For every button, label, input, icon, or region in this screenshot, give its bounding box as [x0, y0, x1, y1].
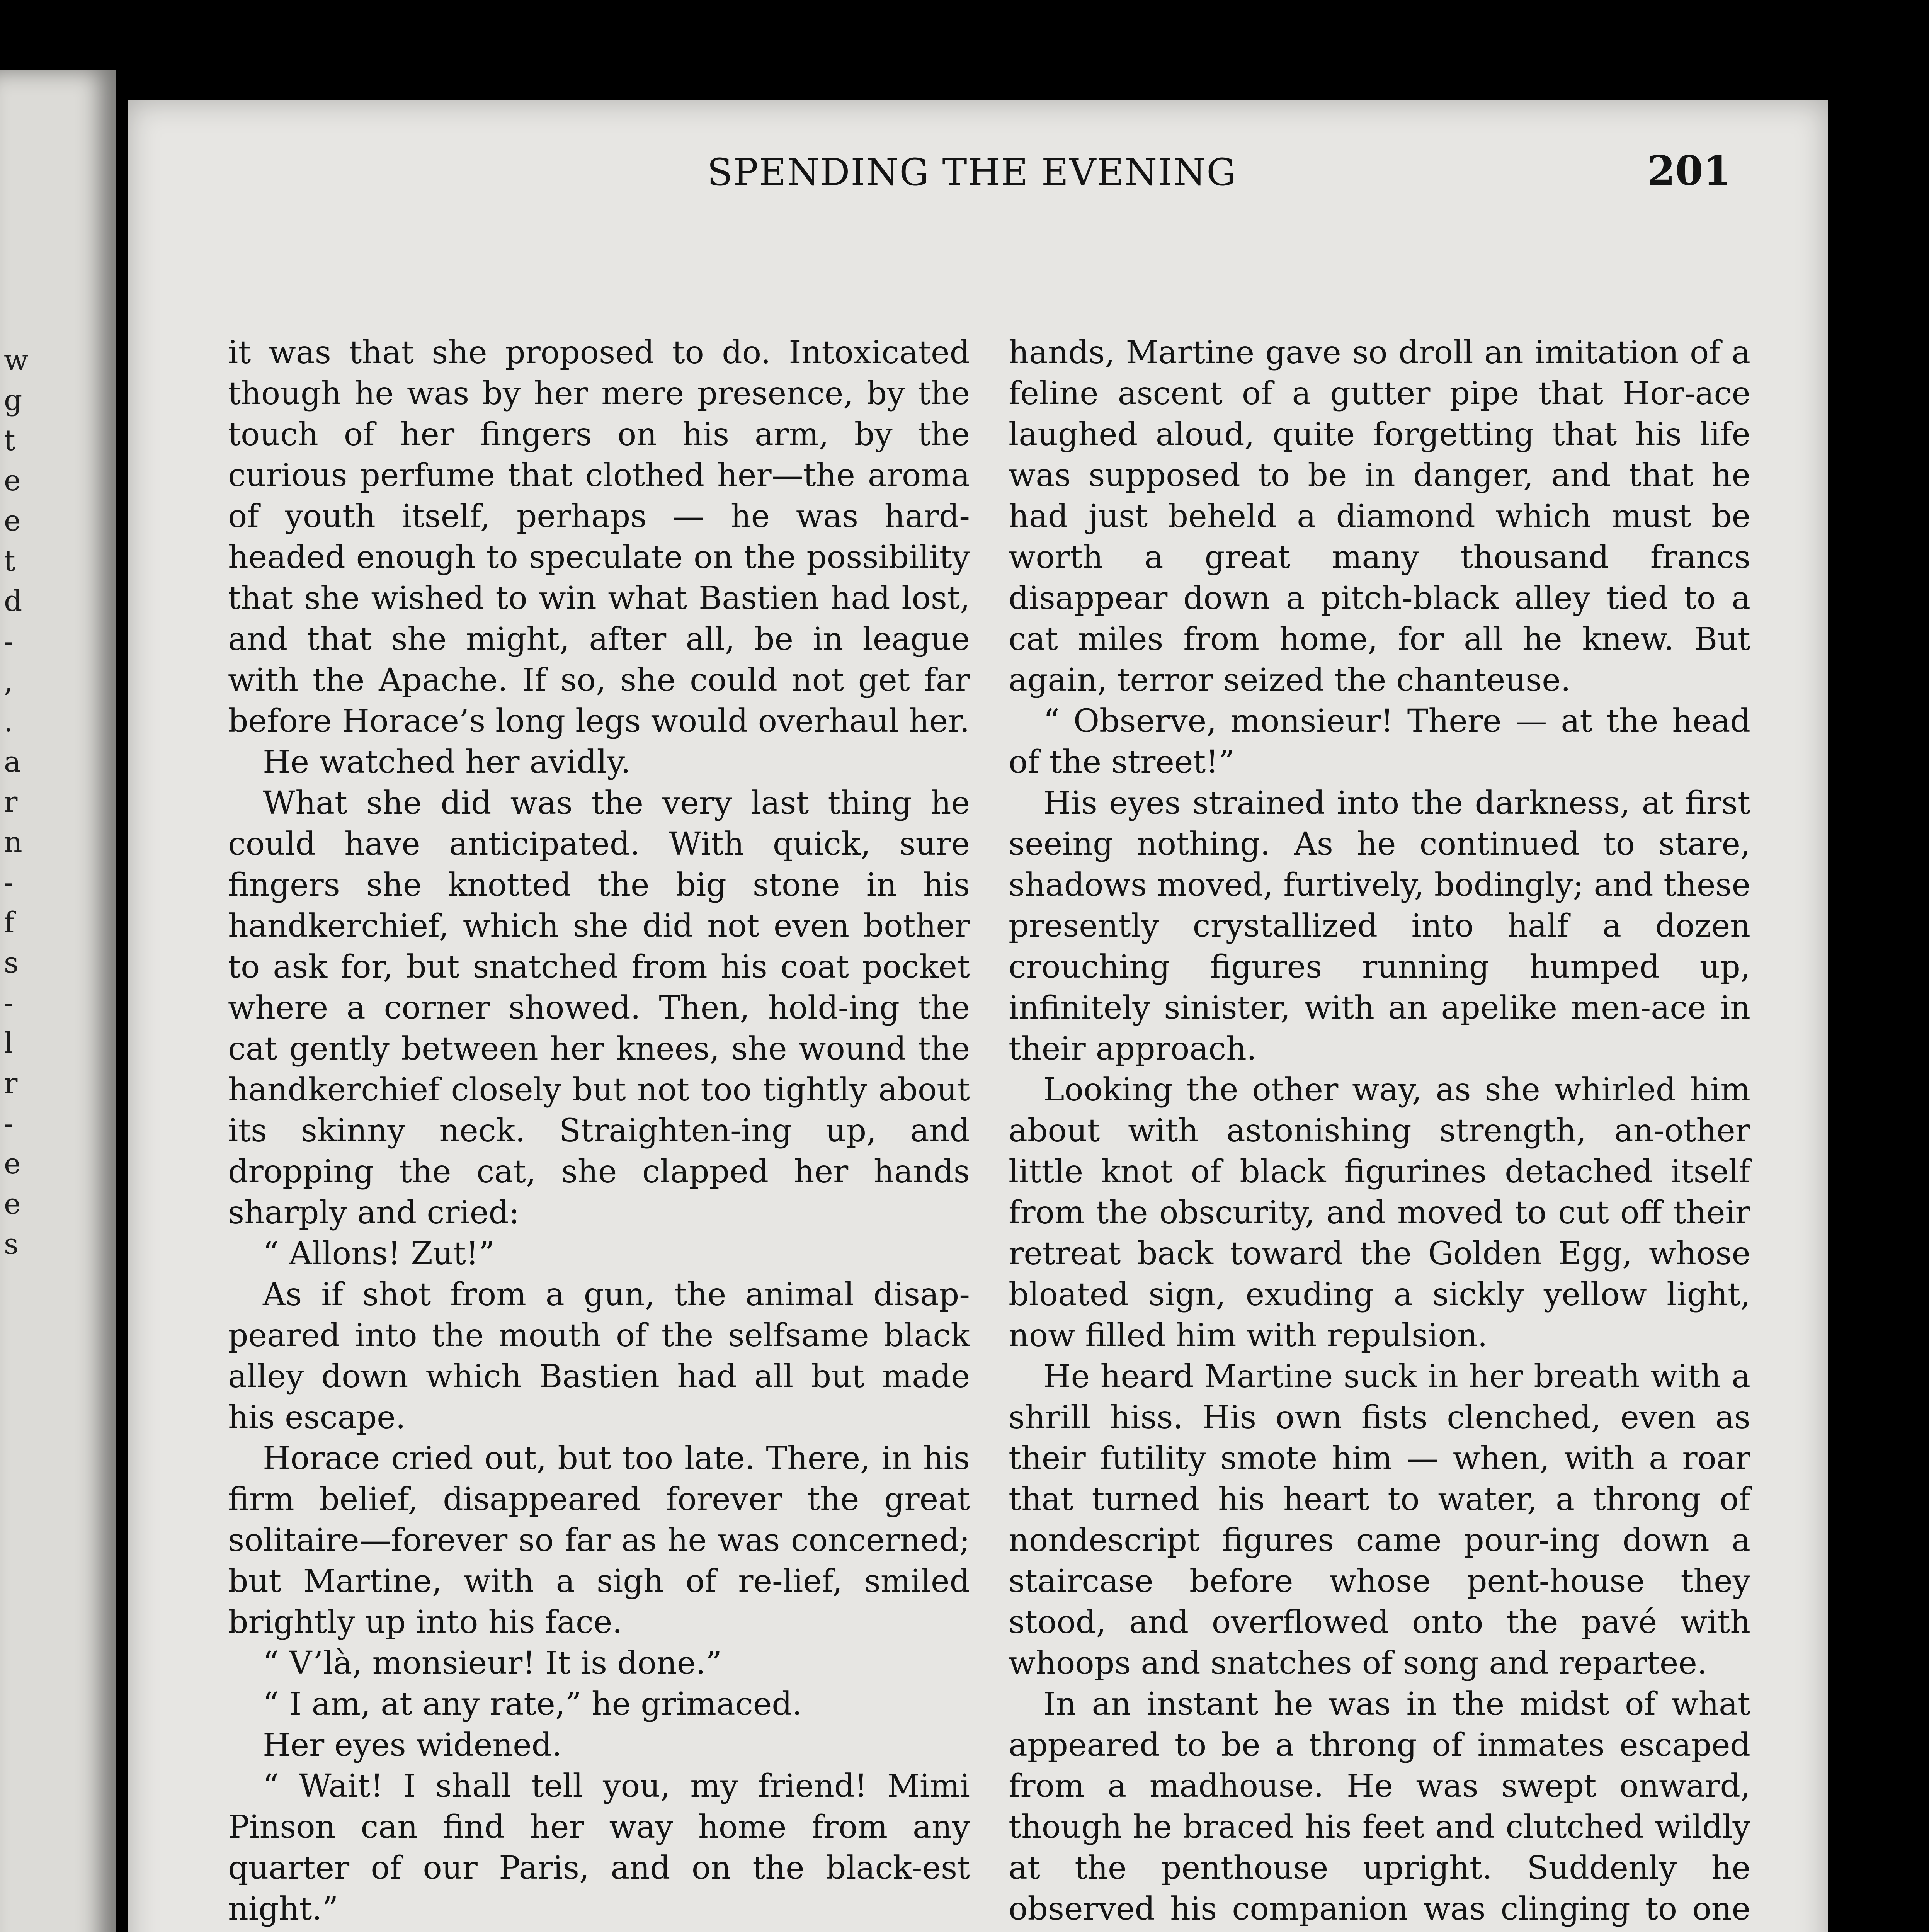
edge-letter: .: [4, 705, 13, 738]
paragraph: [228, 1930, 970, 1932]
edge-letter: -: [4, 986, 14, 1020]
edge-letter: ,: [4, 665, 13, 698]
edge-letter: w: [4, 344, 29, 377]
page-header: [193, 147, 1731, 205]
running-head: SPENDING THE EVENING: [707, 151, 1237, 194]
paragraph: Looking the other way, as she whirled him about with astonishing strength, an-other little knot of black figurines detached itself from the obscurity, and moved to cut off their retreat back toward the Golden Egg, whose bloated sign, exuding a sickly yellow light, now filled him with repulsion.: [1009, 1071, 1750, 1354]
paragraph: What she did was the very last thing he could have anticipated. With quick, sure fingers she knotted the big stone in his handkerchief, which she did not even bother to ask for, but snatched from his coat pocket where a corner showed. Then, hold-ing the cat gently between her knees, she wound the handkerchief closely but not too tightly about its skinny neck. Straighten-ing up, and dropping the cat, she clapped her hands sharply and cried:: [228, 785, 970, 1231]
paragraph: “ V’là, monsieur! It is done.”: [263, 1645, 722, 1682]
paragraph: “ Allons! Zut!”: [263, 1235, 495, 1272]
edge-letter: e: [4, 464, 21, 497]
edge-letter: -: [4, 1107, 14, 1140]
paragraph: As if shot from a gun, the animal disap-peared into the mouth of the selfsame black alley down which Bastien had all but made his escape.: [228, 1276, 970, 1436]
paragraph: Her eyes widened.: [263, 1727, 562, 1764]
right-text-column: [1009, 332, 1750, 1932]
page-number: 201: [1647, 147, 1731, 194]
paragraph: He heard Martine suck in her breath with a shrill hiss. His own fists clenched, even as their futility smote him — when, with a roar that turned his heart to water, a throng of nondescript figures came pour-ing down a staircase before whose pent-house they stood, and overflowed onto the pavé with whoops and snatches of song and repartee.: [1009, 1358, 1750, 1682]
edge-letter: a: [4, 745, 21, 779]
edge-letter: t: [4, 424, 15, 457]
edge-letter: r: [4, 1067, 18, 1100]
paragraph: it was that she proposed to do. Intoxicated though he was by her mere presence, by the touch of her fingers on his arm, by the curious perfume that clothed her—the aroma of youth itself, perhaps — he was hard-headed enough to speculate on the possibility that she wished to win what Bastien had lost, and that she might, after all, be in league with the Apache. If so, she could not get far before Horace’s long legs would overhaul her.: [228, 334, 970, 740]
edge-letter: s: [4, 1228, 19, 1261]
edge-letter: f: [4, 906, 15, 939]
paragraph: He watched her avidly.: [263, 744, 631, 781]
facing-page-edge: [0, 70, 116, 1932]
edge-letter: g: [4, 384, 22, 417]
left-text-column: [228, 332, 970, 1932]
paragraph: “ Wait! I shall tell you, my friend! Mimi Pinson can find her way home from any quarter of our Paris, and on the black-est night.”: [228, 1768, 970, 1927]
paragraph: “ I am, at any rate,” he grimaced.: [263, 1686, 802, 1723]
edge-letter: d: [4, 585, 22, 618]
edge-letter: e: [4, 504, 21, 537]
edge-letter: l: [4, 1027, 13, 1060]
paragraph: “ Observe, monsieur! There — at the head of the street!”: [1009, 703, 1750, 781]
paragraph: hands, Martine gave so droll an imitation of a feline ascent of a gutter pipe that Hor-ace laughed aloud, quite forgetting that his life was supposed to be in danger, and that he had just beheld a diamond which must be worth a great many thousand francs disappear down a pitch-black alley tied to a cat miles from home, for all he knew. But again, terror seized the chanteuse.: [1009, 334, 1750, 699]
edge-letter: -: [4, 866, 14, 899]
paragraph: In an instant he was in the midst of what appeared to be a throng of inmates escaped from a madhouse. He was swept onward, though he braced his feet and clutched wildly at the penthouse upright. Suddenly he observed his companion was clinging to one: [1009, 1686, 1750, 1927]
paragraph: His eyes strained into the darkness, at first seeing nothing. As he continued to stare, shadows moved, furtively, bodingly; and these presently crystallized into half a dozen crouching figures running humped up, infinitely sinister, with an apelike men-ace in their approach.: [1009, 785, 1750, 1067]
edge-letter: s: [4, 946, 19, 980]
edge-letter: e: [4, 1187, 21, 1221]
edge-letter: e: [4, 1147, 21, 1180]
edge-letter: t: [4, 544, 15, 578]
edge-letter: r: [4, 786, 18, 819]
edge-letter: -: [4, 625, 14, 658]
facing-page-letters: [4, 340, 39, 1264]
paragraph: Horace cried out, but too late. There, in his firm belief, disappeared forever the great solitaire—forever so far as he was concerned; but Martine, with a sigh of re-lief, smiled brightly up into his face.: [228, 1440, 970, 1641]
edge-letter: n: [4, 826, 22, 859]
